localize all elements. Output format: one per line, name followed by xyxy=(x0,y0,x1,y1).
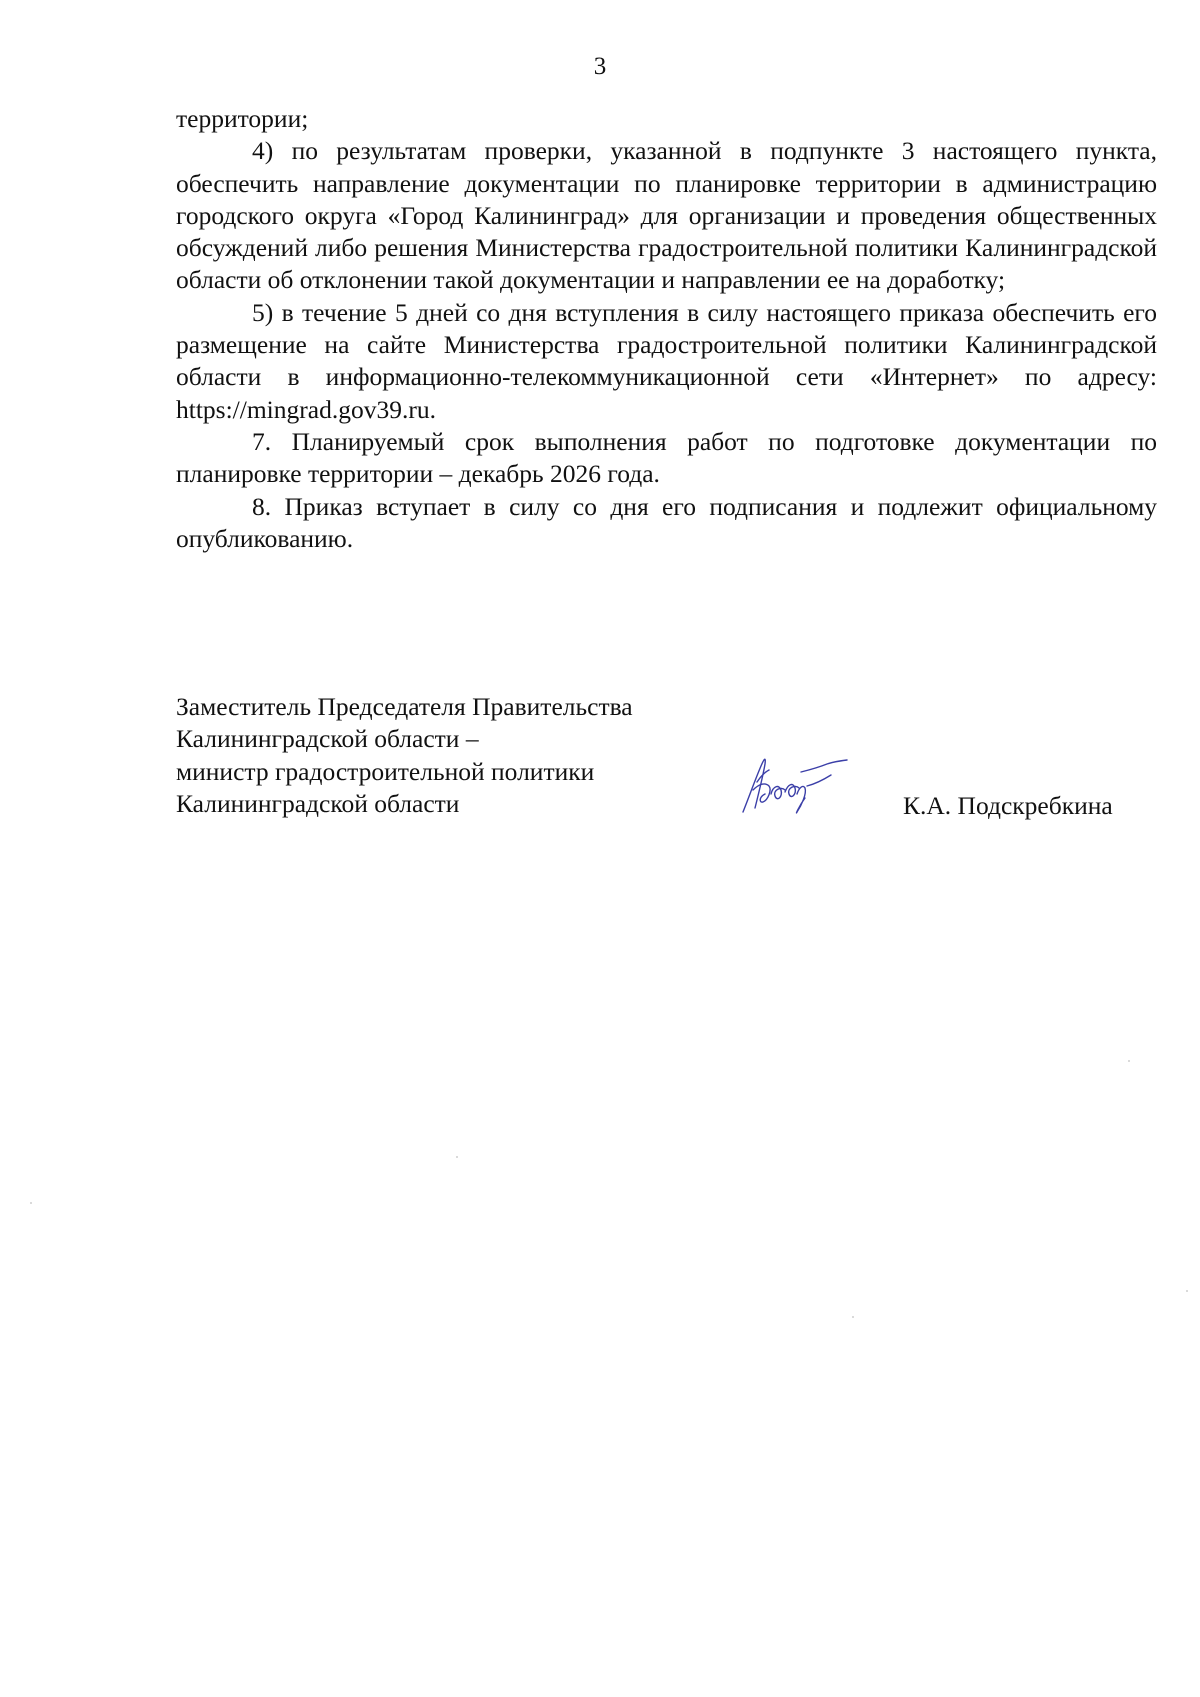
signer-name: К.А. Подскребкина xyxy=(903,791,1113,820)
document-body xyxy=(176,103,1157,555)
scan-speck xyxy=(1186,1290,1188,1292)
position-line: министр градостроительной политики xyxy=(176,756,595,786)
paragraph-item-8: 8. Приказ вступает в силу со дня его подписания и подлежит официальному опубликованию. xyxy=(176,491,1157,553)
scan-speck xyxy=(1128,1060,1130,1062)
paragraph-item-7: 7. Планируемый срок выполнения работ по подготовке документации по планировке территории – декабрь 2026 года. xyxy=(176,426,1157,489)
signatory-position xyxy=(176,691,633,820)
position-line: Калининградской области – xyxy=(176,724,479,754)
position-line: Калининградской области xyxy=(176,788,460,818)
page-number: 3 xyxy=(593,53,607,80)
paragraph-continuation: территории; xyxy=(176,104,309,133)
scan-speck xyxy=(30,1202,32,1204)
signature-ink xyxy=(743,759,847,813)
scan-speck xyxy=(852,1316,854,1318)
paragraph-item-4: 4) по результатам проверки, указанной в подпункте 3 настоящего пункта, обеспечить направление документации по планировке территории в администрацию городского округа «Город Калининград» для организации и проведения общественных обсуждений либо решения Министерства градостроительной политики Калининградской области об отклонении такой документации и направлении ее на доработку; xyxy=(176,136,1157,295)
handwritten-signature xyxy=(735,742,855,822)
scan-speck xyxy=(456,1156,458,1158)
paragraph-item-5: 5) в течение 5 дней со дня вступления в силу настоящего приказа обеспечить его размещение на сайте Министерства градостроительной политики Калининградской области в информационно-телекоммуникационной сети «Интернет» по адресу: https://mingrad.gov39.ru. xyxy=(176,297,1157,424)
position-line: Заместитель Председателя Правительства xyxy=(176,692,633,721)
